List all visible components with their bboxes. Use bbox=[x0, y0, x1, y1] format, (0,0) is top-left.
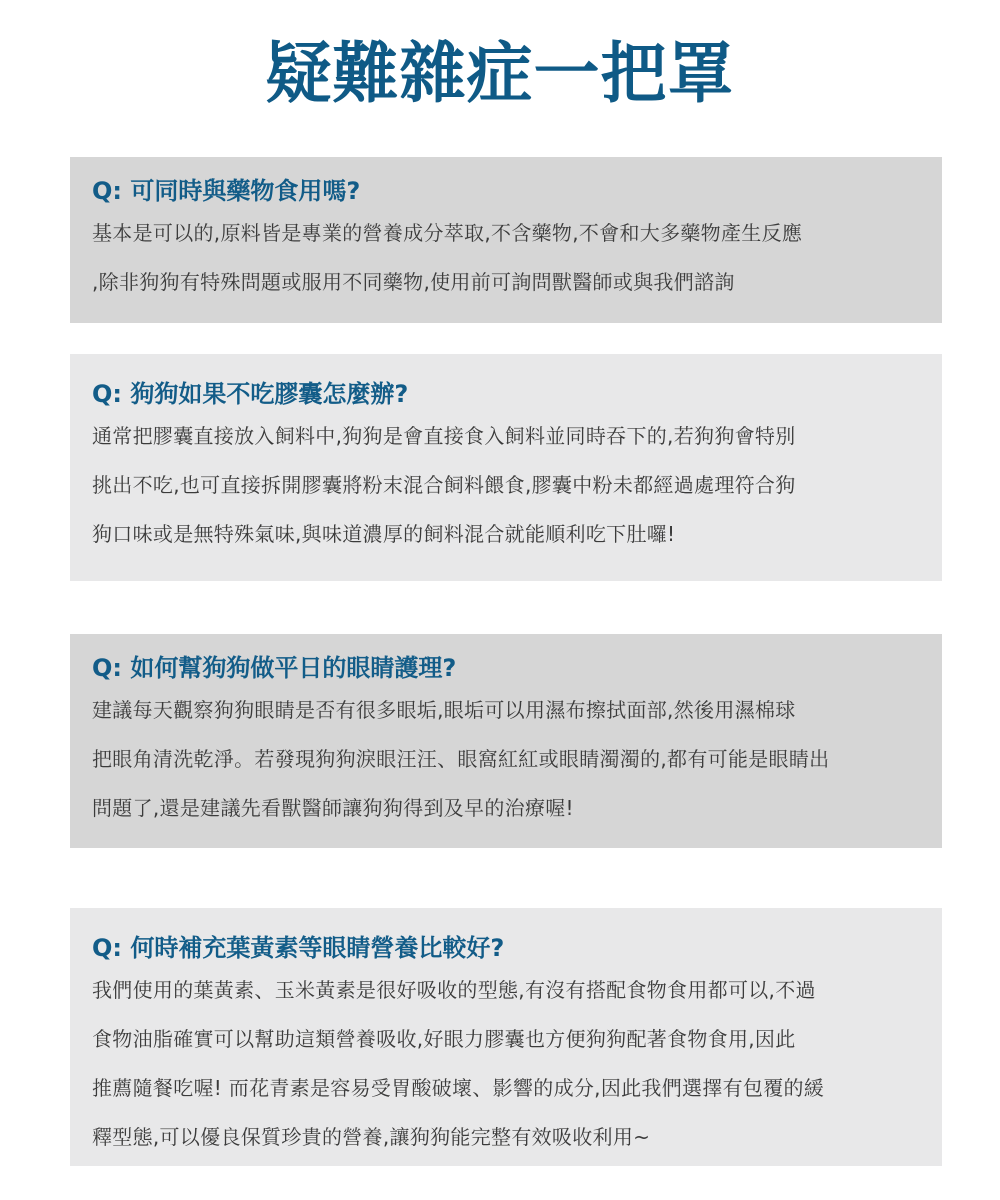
faq-answer bbox=[92, 412, 920, 559]
faq-answer-line: 把眼角清洗乾淨。若發現狗狗淚眼汪汪、眼窩紅紅或眼睛濁濁的,都有可能是眼睛出 bbox=[92, 747, 830, 771]
faq-answer bbox=[92, 686, 920, 833]
page-title: 疑難雜症一把罩 bbox=[265, 35, 735, 112]
faq-answer bbox=[92, 966, 920, 1162]
faq-answer-line: 挑出不吃,也可直接拆開膠囊將粉末混合飼料餵食,膠囊中粉未都經過處理符合狗 bbox=[92, 473, 796, 497]
faq-question: Q: 何時補充葉黃素等眼睛營養比較好? bbox=[92, 934, 505, 962]
faq-question: Q: 可同時與藥物食用嗎? bbox=[92, 177, 361, 205]
faq-answer bbox=[92, 209, 920, 307]
faq-card bbox=[70, 908, 942, 1166]
faq-card bbox=[70, 354, 942, 581]
faq-card bbox=[70, 157, 942, 323]
faq-answer-line: 狗口味或是無特殊氣味,與味道濃厚的飼料混合就能順利吃下肚囉! bbox=[92, 522, 676, 546]
faq-answer-line: ,除非狗狗有特殊問題或服用不同藥物,使用前可詢問獸醫師或與我們諮詢 bbox=[92, 270, 735, 294]
faq-answer-line: 推薦隨餐吃喔! 而花青素是容易受胃酸破壞、影響的成分,因此我們選擇有包覆的緩 bbox=[92, 1076, 825, 1100]
faq-card bbox=[70, 634, 942, 848]
faq-answer-line: 通常把膠囊直接放入飼料中,狗狗是會直接食入飼料並同時吞下的,若狗狗會特別 bbox=[92, 424, 796, 448]
faq-answer-line: 基本是可以的,原料皆是專業的營養成分萃取,不含藥物,不會和大多藥物產生反應 bbox=[92, 221, 803, 245]
faq-answer-line: 問題了,還是建議先看獸醫師讓狗狗得到及早的治療喔! bbox=[92, 796, 574, 820]
faq-question: Q: 狗狗如果不吃膠囊怎麼辦? bbox=[92, 380, 409, 408]
faq-answer-line: 釋型態,可以優良保質珍貴的營養,讓狗狗能完整有效吸收利用~ bbox=[92, 1125, 651, 1149]
faq-answer-line: 食物油脂確實可以幫助這類營養吸收,好眼力膠囊也方便狗狗配著食物食用,因此 bbox=[92, 1027, 796, 1051]
faq-question: Q: 如何幫狗狗做平日的眼睛護理? bbox=[92, 654, 457, 682]
faq-answer-line: 我們使用的葉黃素、玉米黃素是很好吸收的型態,有沒有搭配食物食用都可以,不過 bbox=[92, 978, 816, 1002]
faq-answer-line: 建議每天觀察狗狗眼睛是否有很多眼垢,眼垢可以用濕布擦拭面部,然後用濕棉球 bbox=[92, 698, 796, 722]
